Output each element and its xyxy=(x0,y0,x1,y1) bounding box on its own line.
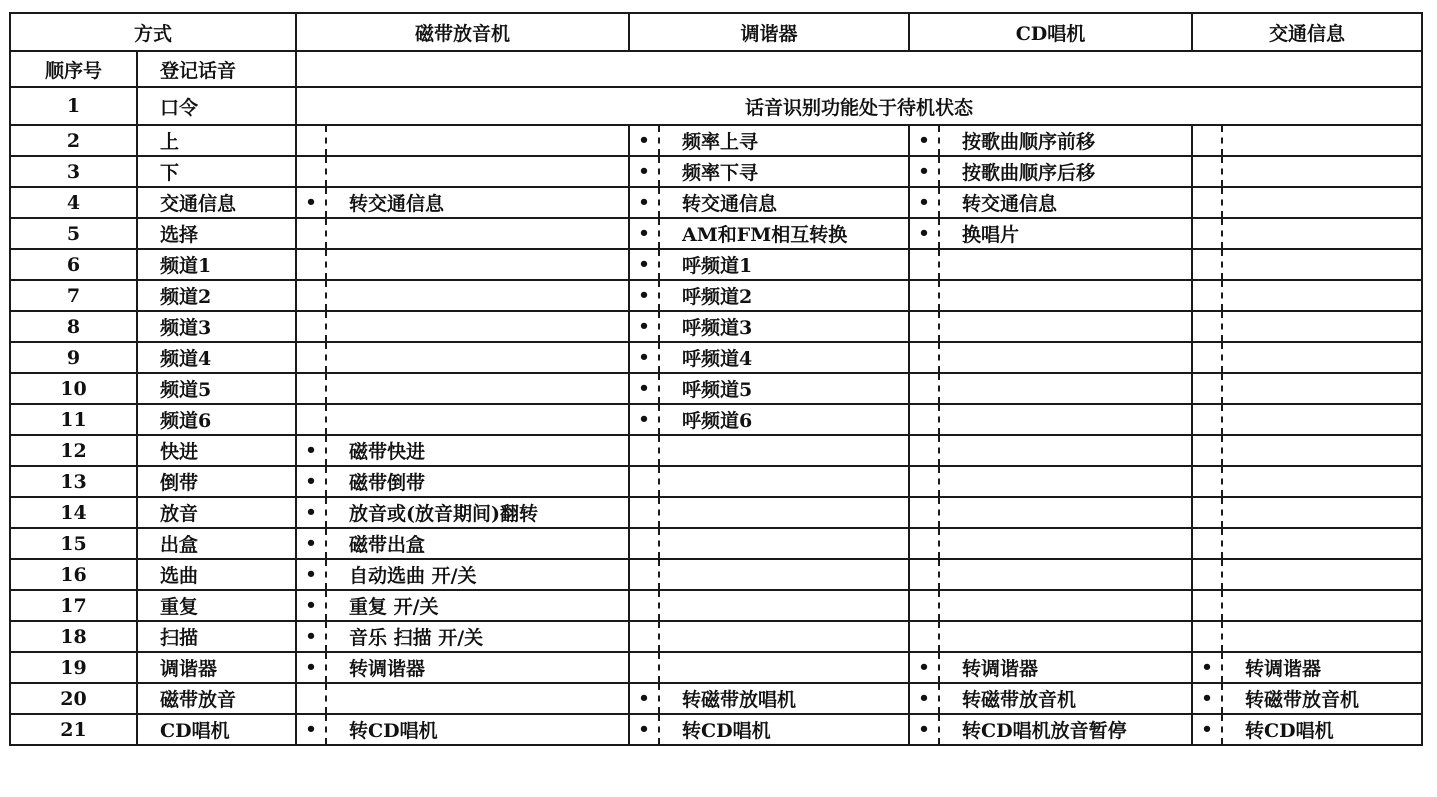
command-word-cell: 调谐器 xyxy=(137,652,296,683)
bullet-mark xyxy=(630,653,660,682)
seq-cell: 12 xyxy=(10,435,137,466)
header-blank-cell xyxy=(296,51,1422,87)
tuner-function-cell xyxy=(629,683,909,714)
table-row xyxy=(10,87,1422,125)
seq-cell: 3 xyxy=(10,156,137,187)
command-word-cell: 口令 xyxy=(137,87,296,125)
tuner-function-cell xyxy=(629,559,909,590)
function-text: 转调谐器 xyxy=(349,658,426,680)
function-text: 频率上寻 xyxy=(682,131,759,153)
cassette-function-cell xyxy=(296,466,629,497)
traffic-function-cell xyxy=(1192,528,1422,559)
bullet-mark xyxy=(1193,560,1223,589)
traffic-function-cell xyxy=(1192,559,1422,590)
cd-function-cell xyxy=(909,683,1192,714)
table-row xyxy=(10,342,1422,373)
seq-cell: 6 xyxy=(10,249,137,280)
tuner-function-cell xyxy=(629,466,909,497)
tuner-function-cell xyxy=(629,497,909,528)
bullet-mark: • xyxy=(630,219,660,248)
traffic-function-cell xyxy=(1192,683,1422,714)
bullet-mark xyxy=(910,529,940,558)
bullet-mark: • xyxy=(1193,715,1223,744)
table-row xyxy=(10,280,1422,311)
cassette-function-cell xyxy=(296,187,629,218)
bullet-mark xyxy=(1193,405,1223,434)
bullet-mark: • xyxy=(910,219,940,248)
function-text: 转磁带放音机 xyxy=(962,689,1077,711)
bullet-mark xyxy=(630,498,660,527)
cassette-function-cell xyxy=(296,249,629,280)
cd-function-cell xyxy=(909,218,1192,249)
table-row xyxy=(10,311,1422,342)
cassette-function-cell xyxy=(296,311,629,342)
cassette-function-cell xyxy=(296,528,629,559)
header-row-mode xyxy=(10,13,1422,51)
tuner-function-cell xyxy=(629,404,909,435)
bullet-mark xyxy=(910,622,940,651)
function-text: 换唱片 xyxy=(962,224,1020,246)
command-word-cell: CD唱机 xyxy=(137,714,296,745)
standby-status-cell: 话音识别功能处于待机状态 xyxy=(296,87,1422,125)
command-word-cell: 出盒 xyxy=(137,528,296,559)
seq-header: 顺序号 xyxy=(10,51,137,87)
command-word-cell: 频道1 xyxy=(137,249,296,280)
cassette-function-cell xyxy=(296,714,629,745)
bullet-mark xyxy=(910,436,940,465)
bullet-mark: • xyxy=(630,281,660,310)
table-row xyxy=(10,125,1422,156)
function-text: 转CD唱机 xyxy=(1245,720,1334,742)
header-row-seq xyxy=(10,51,1422,87)
bullet-mark xyxy=(297,157,327,186)
bullet-mark: • xyxy=(1193,684,1223,713)
tuner-function-cell xyxy=(629,621,909,652)
traffic-function-cell xyxy=(1192,342,1422,373)
table-row xyxy=(10,621,1422,652)
traffic-function-cell xyxy=(1192,435,1422,466)
bullet-mark: • xyxy=(910,684,940,713)
function-text: 转交通信息 xyxy=(962,193,1058,215)
command-word-cell: 磁带放音 xyxy=(137,683,296,714)
bullet-mark xyxy=(1193,126,1223,155)
function-text: 呼频道5 xyxy=(682,379,753,401)
function-text: 转CD唱机 xyxy=(682,720,771,742)
command-word-cell: 重复 xyxy=(137,590,296,621)
seq-cell: 19 xyxy=(10,652,137,683)
bullet-mark xyxy=(1193,436,1223,465)
traffic-function-cell xyxy=(1192,497,1422,528)
bullet-mark xyxy=(1193,467,1223,496)
function-text: 呼频道6 xyxy=(682,410,753,432)
traffic-function-cell xyxy=(1192,590,1422,621)
table-row xyxy=(10,435,1422,466)
cd-function-cell xyxy=(909,311,1192,342)
bullet-mark xyxy=(630,436,660,465)
command-word-cell: 频道4 xyxy=(137,342,296,373)
function-text: 磁带倒带 xyxy=(349,472,426,494)
bullet-mark xyxy=(297,405,327,434)
table-row xyxy=(10,218,1422,249)
cd-function-cell xyxy=(909,342,1192,373)
function-text: 转CD唱机 xyxy=(349,720,438,742)
column-header-cd: CD唱机 xyxy=(909,13,1192,51)
function-text: 呼频道3 xyxy=(682,317,753,339)
bullet-mark: • xyxy=(910,715,940,744)
command-word-cell: 扫描 xyxy=(137,621,296,652)
cassette-function-cell xyxy=(296,590,629,621)
bullet-mark xyxy=(910,498,940,527)
table-row xyxy=(10,683,1422,714)
function-text: 音乐 扫描 开/关 xyxy=(349,627,484,649)
cd-function-cell xyxy=(909,249,1192,280)
bullet-mark: • xyxy=(297,560,327,589)
function-text: AM和FM相互转换 xyxy=(682,224,848,246)
mode-header: 方式 xyxy=(10,13,296,51)
cd-function-cell xyxy=(909,528,1192,559)
tuner-function-cell xyxy=(629,590,909,621)
bullet-mark xyxy=(1193,219,1223,248)
cd-function-cell xyxy=(909,590,1192,621)
seq-cell: 11 xyxy=(10,404,137,435)
word-header: 登记话音 xyxy=(137,51,296,87)
seq-cell: 16 xyxy=(10,559,137,590)
table-row xyxy=(10,559,1422,590)
bullet-mark xyxy=(297,281,327,310)
table-row xyxy=(10,249,1422,280)
traffic-function-cell xyxy=(1192,156,1422,187)
tuner-function-cell xyxy=(629,249,909,280)
bullet-mark xyxy=(910,250,940,279)
seq-cell: 9 xyxy=(10,342,137,373)
traffic-function-cell xyxy=(1192,652,1422,683)
function-text: 呼频道2 xyxy=(682,286,753,308)
seq-cell: 18 xyxy=(10,621,137,652)
bullet-mark xyxy=(1193,250,1223,279)
bullet-mark: • xyxy=(297,498,327,527)
bullet-mark: • xyxy=(1193,653,1223,682)
cassette-function-cell xyxy=(296,621,629,652)
traffic-function-cell xyxy=(1192,280,1422,311)
bullet-mark xyxy=(1193,188,1223,217)
bullet-mark xyxy=(1193,312,1223,341)
table-row xyxy=(10,590,1422,621)
cd-function-cell xyxy=(909,373,1192,404)
seq-cell: 7 xyxy=(10,280,137,311)
column-header-traffic: 交通信息 xyxy=(1192,13,1422,51)
bullet-mark xyxy=(910,312,940,341)
tuner-function-cell xyxy=(629,187,909,218)
bullet-mark: • xyxy=(630,715,660,744)
bullet-mark: • xyxy=(630,343,660,372)
table-row xyxy=(10,156,1422,187)
seq-cell: 8 xyxy=(10,311,137,342)
cassette-function-cell xyxy=(296,404,629,435)
function-text: 转磁带放唱机 xyxy=(682,689,797,711)
cd-function-cell xyxy=(909,466,1192,497)
table-row xyxy=(10,497,1422,528)
bullet-mark: • xyxy=(630,250,660,279)
seq-cell: 15 xyxy=(10,528,137,559)
function-text: 转CD唱机放音暂停 xyxy=(962,720,1127,742)
traffic-function-cell xyxy=(1192,373,1422,404)
seq-cell: 14 xyxy=(10,497,137,528)
traffic-function-cell xyxy=(1192,714,1422,745)
tuner-function-cell xyxy=(629,342,909,373)
cd-function-cell xyxy=(909,125,1192,156)
command-word-cell: 频道5 xyxy=(137,373,296,404)
table-row xyxy=(10,528,1422,559)
traffic-function-cell xyxy=(1192,249,1422,280)
cassette-function-cell xyxy=(296,435,629,466)
traffic-function-cell xyxy=(1192,621,1422,652)
seq-cell: 17 xyxy=(10,590,137,621)
function-text: 转交通信息 xyxy=(349,193,445,215)
bullet-mark: • xyxy=(630,684,660,713)
command-word-cell: 交通信息 xyxy=(137,187,296,218)
tuner-function-cell xyxy=(629,311,909,342)
bullet-mark xyxy=(910,467,940,496)
bullet-mark xyxy=(630,529,660,558)
cd-function-cell xyxy=(909,435,1192,466)
table-row xyxy=(10,187,1422,218)
seq-cell: 10 xyxy=(10,373,137,404)
cd-function-cell xyxy=(909,714,1192,745)
cassette-function-cell xyxy=(296,652,629,683)
tuner-function-cell xyxy=(629,156,909,187)
tuner-function-cell xyxy=(629,373,909,404)
seq-cell: 2 xyxy=(10,125,137,156)
bullet-mark: • xyxy=(297,653,327,682)
function-text: 自动选曲 开/关 xyxy=(349,565,477,587)
bullet-mark: • xyxy=(297,529,327,558)
seq-cell: 5 xyxy=(10,218,137,249)
bullet-mark: • xyxy=(297,591,327,620)
cd-function-cell xyxy=(909,497,1192,528)
function-text: 转调谐器 xyxy=(962,658,1039,680)
table-row xyxy=(10,714,1422,745)
voice-command-table xyxy=(9,12,1423,746)
command-word-cell: 下 xyxy=(137,156,296,187)
function-text: 频率下寻 xyxy=(682,162,759,184)
bullet-mark xyxy=(910,405,940,434)
cassette-function-cell xyxy=(296,218,629,249)
bullet-mark xyxy=(297,126,327,155)
cassette-function-cell xyxy=(296,497,629,528)
tuner-function-cell xyxy=(629,218,909,249)
bullet-mark xyxy=(1193,157,1223,186)
cd-function-cell xyxy=(909,187,1192,218)
traffic-function-cell xyxy=(1192,218,1422,249)
bullet-mark xyxy=(297,374,327,403)
bullet-mark xyxy=(297,684,327,713)
command-word-cell: 选择 xyxy=(137,218,296,249)
function-text: 呼频道4 xyxy=(682,348,753,370)
bullet-mark xyxy=(297,312,327,341)
seq-cell: 20 xyxy=(10,683,137,714)
bullet-mark xyxy=(1193,281,1223,310)
bullet-mark xyxy=(1193,374,1223,403)
function-text: 按歌曲顺序后移 xyxy=(962,162,1096,184)
bullet-mark xyxy=(630,560,660,589)
bullet-mark: • xyxy=(630,126,660,155)
bullet-mark xyxy=(910,560,940,589)
bullet-mark xyxy=(630,622,660,651)
function-text: 转磁带放音机 xyxy=(1245,689,1360,711)
function-text: 磁带快进 xyxy=(349,441,426,463)
bullet-mark: • xyxy=(630,157,660,186)
bullet-mark xyxy=(630,467,660,496)
column-header-tuner: 调谐器 xyxy=(629,13,909,51)
table-row xyxy=(10,373,1422,404)
tuner-function-cell xyxy=(629,652,909,683)
tuner-function-cell xyxy=(629,714,909,745)
table-row xyxy=(10,652,1422,683)
table-row xyxy=(10,404,1422,435)
bullet-mark: • xyxy=(297,715,327,744)
bullet-mark: • xyxy=(630,374,660,403)
cd-function-cell xyxy=(909,156,1192,187)
seq-cell: 21 xyxy=(10,714,137,745)
function-text: 磁带出盒 xyxy=(349,534,426,556)
command-word-cell: 快进 xyxy=(137,435,296,466)
command-word-cell: 上 xyxy=(137,125,296,156)
function-text: 重复 开/关 xyxy=(349,596,439,618)
bullet-mark: • xyxy=(297,188,327,217)
function-text: 按歌曲顺序前移 xyxy=(962,131,1096,153)
command-word-cell: 频道6 xyxy=(137,404,296,435)
bullet-mark xyxy=(297,343,327,372)
seq-cell: 1 xyxy=(10,87,137,125)
seq-cell: 13 xyxy=(10,466,137,497)
traffic-function-cell xyxy=(1192,404,1422,435)
bullet-mark xyxy=(910,281,940,310)
table-row xyxy=(10,466,1422,497)
tuner-function-cell xyxy=(629,435,909,466)
bullet-mark xyxy=(910,591,940,620)
traffic-function-cell xyxy=(1192,466,1422,497)
cassette-function-cell xyxy=(296,683,629,714)
bullet-mark: • xyxy=(630,188,660,217)
cassette-function-cell xyxy=(296,280,629,311)
function-text: 转调谐器 xyxy=(1245,658,1322,680)
tuner-function-cell xyxy=(629,280,909,311)
bullet-mark xyxy=(630,591,660,620)
command-word-cell: 选曲 xyxy=(137,559,296,590)
column-header-cassette: 磁带放音机 xyxy=(296,13,629,51)
bullet-mark: • xyxy=(910,188,940,217)
bullet-mark xyxy=(910,374,940,403)
cassette-function-cell xyxy=(296,559,629,590)
bullet-mark: • xyxy=(630,312,660,341)
bullet-mark: • xyxy=(297,622,327,651)
bullet-mark xyxy=(1193,343,1223,372)
traffic-function-cell xyxy=(1192,187,1422,218)
cassette-function-cell xyxy=(296,342,629,373)
seq-cell: 4 xyxy=(10,187,137,218)
function-text: 放音或(放音期间)翻转 xyxy=(349,503,538,525)
bullet-mark: • xyxy=(910,653,940,682)
cd-function-cell xyxy=(909,621,1192,652)
cassette-function-cell xyxy=(296,373,629,404)
bullet-mark: • xyxy=(297,436,327,465)
bullet-mark xyxy=(297,250,327,279)
cassette-function-cell xyxy=(296,125,629,156)
cd-function-cell xyxy=(909,280,1192,311)
tuner-function-cell xyxy=(629,528,909,559)
bullet-mark: • xyxy=(910,157,940,186)
command-word-cell: 频道2 xyxy=(137,280,296,311)
cd-function-cell xyxy=(909,652,1192,683)
bullet-mark: • xyxy=(910,126,940,155)
bullet-mark xyxy=(1193,622,1223,651)
bullet-mark xyxy=(1193,529,1223,558)
function-text: 转交通信息 xyxy=(682,193,778,215)
traffic-function-cell xyxy=(1192,311,1422,342)
tuner-function-cell xyxy=(629,125,909,156)
cassette-function-cell xyxy=(296,156,629,187)
command-word-cell: 频道3 xyxy=(137,311,296,342)
bullet-mark xyxy=(1193,498,1223,527)
cd-function-cell xyxy=(909,559,1192,590)
bullet-mark xyxy=(910,343,940,372)
bullet-mark xyxy=(297,219,327,248)
command-word-cell: 放音 xyxy=(137,497,296,528)
command-word-cell: 倒带 xyxy=(137,466,296,497)
bullet-mark xyxy=(1193,591,1223,620)
function-text: 呼频道1 xyxy=(682,255,753,277)
bullet-mark: • xyxy=(297,467,327,496)
traffic-function-cell xyxy=(1192,125,1422,156)
cd-function-cell xyxy=(909,404,1192,435)
bullet-mark: • xyxy=(630,405,660,434)
